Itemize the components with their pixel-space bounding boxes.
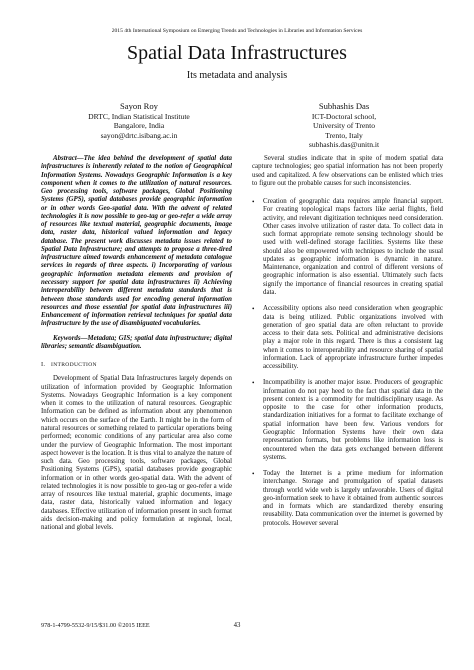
list-item [252,198,443,297]
author-email: sayon@drtc.isibang.ac.in [100,130,178,140]
author-affiliation: ICT-Doctoral school, [311,112,377,121]
footer-isbn: 978-1-4799-5532-9/15/$31.00 ©2015 IEEE [41,622,150,629]
keywords-label: Keywords [53,334,81,342]
author-name: Sayon Roy [120,101,158,111]
list-item [252,470,443,528]
bullet-icon: • [252,198,255,207]
bullet-icon: • [252,379,255,388]
author-block-1 [49,100,229,140]
bullet-icon: • [252,470,255,479]
author-location: Bangalore, India [113,121,165,131]
section-heading [41,361,232,369]
list-item-text: Incompatibility is another major issue. Producers of geographic information do not pay heed to the fact that spatial data in the present context is a commodity for multidisciplinary usage. As opposite to the case for other information products, standardization initiatives for a format to facilitate exchange of spatial information have been few. Various vendors for Geographic Information Systems have their own data representation formats, but problems like information loss is encountered when the data gets exchanged between different systems. [263,379,443,461]
author-name: Subhashis Das [318,101,370,111]
left-column [41,155,232,532]
list-item [252,379,443,462]
list-item-text: Creation of geographic data requires ample financial support. For creating topological maps factors like aerial flights, field activity, and relevant digitization techniques need consideration. Other cases involve utilization of raster data. To collect data in such format appropriate remote sensing technology should be used with well-defined storage facilities. Systems like these should also be empowered with techniques to include the usual updates as geographic information is dynamic in nature. Maintenance, organization and control of different versions of geographic information is also essential. Ultimately such facts signify the importance of financial resources in creating spatial data. [263,198,443,296]
right-intro-paragraph: Several studies indicate that in spite of modern spatial data capture technologies; geo spatial information has not been properly used and capitalized. A few observations can be enlisted which tries to figure out the probable causes for such inconsistencies. [252,155,443,187]
section-number: I. [41,361,46,369]
author-location: Trento, Italy [325,130,363,140]
keywords: Keywords—Metadata; GIS; spatial data infrastructure; digital libraries; semantic disambiguation. [41,334,232,350]
abstract-text: The idea behind the development of spatial data infrastructures is inherently related to the notion of Geographical Information Systems. Nowadays Geographic Information is a key component when it comes to the utilization of natural resources. Geo processing tools, software packages, Global Positioning Systems (GPS), spatial databases provide geographic information or in other words Geo-spatial data. With the advent of related technologies it is now possible to geo-tag or geo-refer a wide array of resources like textual material, geographic documents, image data, raster data, historical valued information and legacy database. The present work discusses metadata issues related to Spatial Data Infrastructure; and attempts to propose a three-tired infrastructure aimed towards enhancement of metadata catalogue services in regards of three aspects. i) Incorporating of various geographic information metadata elements and provision of necessary support for spatial data infrastructures ii) Achieving interoperability between different metadata standards that is between those standards used for encoding general information resources and those essential for spatial data infrastructures iii) Enhancement of information retrieval techniques for spatial data infrastructure by the use of disambiguated vocabularies. [41,155,232,328]
issues-list [252,198,443,528]
author-block-2 [254,100,434,150]
author-email: subhashis.das@unitn.it [308,140,380,150]
right-column [252,155,443,536]
paper-title: Spatial Data Infrastructures [127,42,347,64]
list-item-text: Today the Internet is a prime medium for information interchange. Storage and promulgation of spatial datasets through world wide web is largely unfavorable. Users of digital geo-information seek to have it obtained from authentic sources and in formats which are standardized thereby ensuring reusability. Data communication over the internet is governed by protocols. However several [263,470,443,527]
intro-paragraph: Development of Spatial Data Infrastructures largely depends on utilization of information provided by Geographic Information Systems. Nowadays Geographic Information is a key component when it comes to the utilization of natural resources. Geographic Information can be defined as information about any phenomenon which occurs on the surface of the Earth. It might be in the form of natural resources or something related to particular operations being performed; economic conditions of any particular area also come under the purview of Geographic Information. The most important aspect however is the location. It is thus vital to analyze the nature of such data. Geo processing tools, software packages, Global Positioning Systems (GPS), spatial databases provide geographic information or in other words geo-spatial data. With the advent of related technologies it is now possible to geo-tag or geo-refer a wide array of resources like textual material, graphic documents, image data, raster data, historically valued information and legacy databases. Effective utilization of information present in such format aids decision-making and policy formulation at regional, local, national and global levels. [41,375,232,532]
keywords-text: Metadata; GIS; spatial data infrastructure; digital libraries; semantic disambiguation. [41,334,232,350]
bullet-icon: • [252,305,255,314]
author-affiliation-2: University of Trento [312,121,376,131]
page-number: 43 [233,622,241,629]
paper-subtitle: Its metadata and analysis [186,70,288,81]
abstract: Abstract—The idea behind the development of spatial data infrastructures is inherently related to the notion of Geographical Information Systems. Nowadays Geographic Information is a key component when it comes to the utilization of natural resources. Geo processing tools, software packages, Global Positioning Systems (GPS), spatial databases provide geographic information or in other words Geo-spatial data. With the advent of related technologies it is now possible to geo-tag or geo-refer a wide array of resources like textual material, geographic documents, image data, raster data, historical valued information and legacy database. The present work discusses metadata issues related to Spatial Data Infrastructure; and attempts to propose a three-tired infrastructure aimed towards enhancement of metadata catalogue services in regards of three aspects. i) Incorporating of various geographic information metadata elements and provision of necessary support for spatial data infrastructures ii) Achieving interoperability between different metadata standards that is between those standards used for encoding general information resources and those essential for spatial data infrastructures iii) Enhancement of information retrieval techniques for spatial data infrastructure by the use of disambiguated vocabularies. [41,155,232,328]
conference-header: 2015 4th International Symposium on Emerging Trends and Technologies in Libraries and Information Services [111,28,363,34]
section-title: INTRODUCTION [51,362,97,369]
list-item [252,305,443,371]
abstract-label: Abstract [53,155,77,162]
list-item-text: Accessibility options also need consideration when geographic data is being utilized. Public organizations involved with generation of geo spatial data are often reluctant to provide access to their data sets. Political and administrative decisions play a major role in this regard. There is thus a consistent lag when it comes to interoperability and resource sharing of spatial information. Lack of appropriate infrastructure further impedes accessibility. [263,305,443,371]
author-affiliation: DRTC, Indian Statistical Institute [88,112,190,121]
